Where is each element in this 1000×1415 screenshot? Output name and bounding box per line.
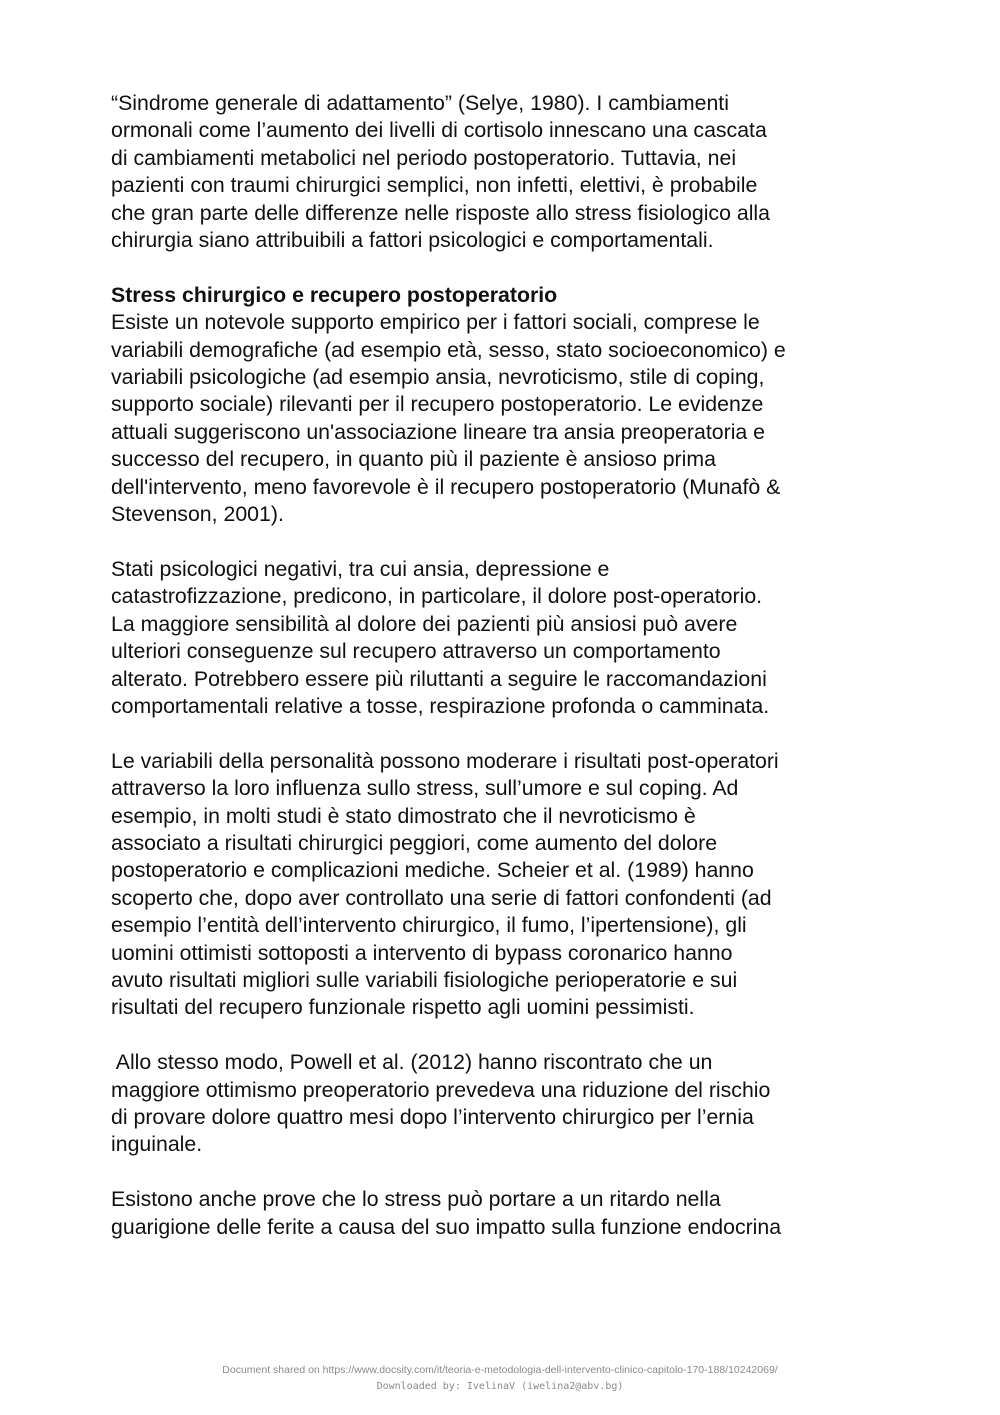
text-line: attraverso la loro influenza sullo stress, sull’umore e sul coping. Ad: [111, 776, 739, 801]
text-line: associato a risultati chirurgici peggiori, come aumento del dolore: [111, 830, 718, 855]
paragraph-4: [111, 748, 901, 1022]
text-line: catastrofizzazione, predicono, in particolare, il dolore post-operatorio.: [111, 584, 763, 609]
paragraph-gap: [111, 528, 901, 555]
text-line: ulteriori conseguenze sul recupero attraverso un comportamento: [111, 639, 721, 664]
text-line: “Sindrome generale di adattamento” (Selye, 1980). I cambiamenti: [111, 91, 729, 115]
footer-downloaded-by: Downloaded by: IvelinaV (iwelina2@abv.bg): [376, 1381, 624, 1392]
text-line: guarigione delle ferite a causa del suo impatto sulla funzione endocrina: [111, 1214, 782, 1239]
paragraph-1: [111, 90, 901, 254]
text-line: attuali suggeriscono un'associazione lineare tra ansia preoperatoria e: [111, 419, 766, 444]
text-line: supporto sociale) rilevanti per il recupero postoperatorio. Le evidenze: [111, 392, 764, 417]
text-line: avuto risultati migliori sulle variabili fisiologiche perioperatorie e sui: [111, 967, 738, 992]
text-line: Esiste un notevole supporto empirico per i fattori sociali, comprese le: [111, 310, 760, 335]
text-line: successo del recupero, in quanto più il paziente è ansioso prima: [111, 447, 716, 472]
text-line: Esistono anche prove che lo stress può portare a un ritardo nella: [111, 1187, 721, 1212]
text-line: dell'intervento, meno favorevole è il recupero postoperatorio (Munafò &: [111, 474, 781, 499]
paragraph-3: [111, 556, 901, 720]
paragraph-2: [111, 309, 901, 528]
text-line: di provare dolore quattro mesi dopo l’intervento chirurgico per l’ernia: [111, 1104, 754, 1129]
text-line: inguinale.: [111, 1132, 203, 1157]
paragraph-5: [111, 1049, 901, 1159]
text-line: Allo stesso modo, Powell et al. (2012) hanno riscontrato che un: [111, 1050, 713, 1075]
text-line: Stevenson, 2001).: [111, 502, 284, 527]
text-line: Le variabili della personalità possono moderare i risultati post-operatori: [111, 748, 779, 773]
paragraph-gap: [111, 1159, 901, 1186]
document-body: [111, 90, 901, 1241]
text-line: di cambiamenti metabolici nel periodo postoperatorio. Tuttavia, nei: [111, 145, 737, 170]
section-heading: Stress chirurgico e recupero postoperatorio: [111, 282, 558, 307]
text-line: risultati del recupero funzionale rispetto agli uomini pessimisti.: [111, 995, 695, 1020]
text-line: maggiore ottimismo preoperatorio prevedeva una riduzione del rischio: [111, 1077, 771, 1102]
text-line: esempio l’entità dell’intervento chirurgico, il fumo, l’ipertensione), gli: [111, 913, 747, 938]
text-line: ormonali come l’aumento dei livelli di cortisolo innescano una cascata: [111, 118, 767, 143]
text-line: postoperatorio e complicazioni mediche. Scheier et al. (1989) hanno: [111, 858, 754, 883]
text-line: uomini ottimisti sottoposti a intervento di bypass coronarico hanno: [111, 940, 733, 965]
text-line: variabili psicologiche (ad esempio ansia, nevroticismo, stile di coping,: [111, 365, 765, 390]
text-line: comportamentali relative a tosse, respirazione profonda o camminata.: [111, 693, 770, 718]
text-line: pazienti con traumi chirurgici semplici, non infetti, elettivi, è probabile: [111, 173, 758, 198]
text-line: scoperto che, dopo aver controllato una serie di fattori confondenti (ad: [111, 885, 772, 910]
footer-shared-link: Document shared on https://www.docsity.com/it/teoria-e-metodologia-dell-intervento-clinico-capitolo-170-188/10242069/: [222, 1364, 778, 1376]
text-line: alterato. Potrebbero essere più riluttanti a seguire le raccomandazioni: [111, 666, 767, 691]
text-line: esempio, in molti studi è stato dimostrato che il nevroticismo è: [111, 803, 696, 828]
text-line: Stati psicologici negativi, tra cui ansia, depressione e: [111, 556, 610, 581]
paragraph-gap: [111, 1022, 901, 1049]
paragraph-gap: [111, 720, 901, 747]
text-line: chirurgia siano attribuibili a fattori psicologici e comportamentali.: [111, 228, 714, 253]
text-line: variabili demografiche (ad esempio età, sesso, stato socioeconomico) e: [111, 337, 786, 362]
paragraph-gap: [111, 254, 901, 281]
paragraph-6: [111, 1186, 901, 1241]
text-line: che gran parte delle differenze nelle risposte allo stress fisiologico alla: [111, 200, 770, 225]
text-line: La maggiore sensibilità al dolore dei pazienti più ansiosi può avere: [111, 611, 738, 636]
